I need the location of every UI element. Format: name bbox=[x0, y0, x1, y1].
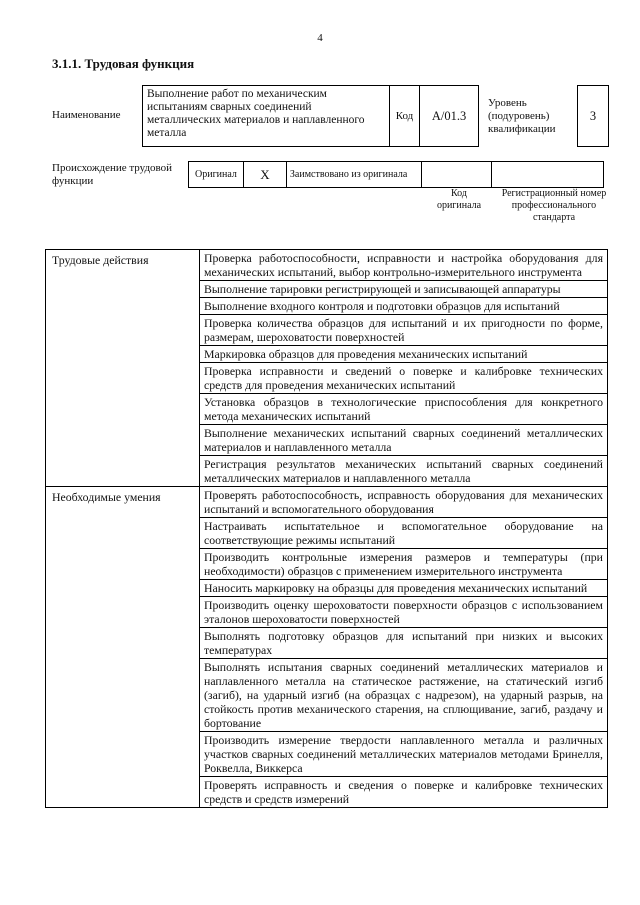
code-label-box bbox=[390, 85, 420, 147]
labor-action-item: Регистрация результатов механических испытаний сварных соединений металлических материалов и наплавленного металла bbox=[200, 456, 608, 487]
skill-item: Проверять работоспособность, исправность оборудования для механических испытаний и вспомогательного оборудования bbox=[200, 487, 608, 518]
original-mark-cell bbox=[243, 162, 286, 188]
original-label: Оригинал bbox=[195, 168, 237, 180]
table-row bbox=[46, 487, 608, 518]
code-value: A/01.3 bbox=[431, 109, 467, 123]
name-value-box bbox=[142, 85, 390, 147]
name-value: Выполнение работ по механическим испытаниям сварных соединений металлических материалов и наплавленного металла bbox=[147, 88, 365, 139]
skill-item: Выполнять подготовку образцов для испытаний при низких и высоких температурах bbox=[200, 628, 608, 659]
borrowed-label-cell bbox=[286, 162, 421, 188]
labor-actions-label-cell bbox=[46, 250, 200, 487]
labor-action-item: Проверка работоспособности, исправности и настройка оборудования для механических испытаний, выбор контрольно-измерительного инструмента bbox=[200, 250, 608, 281]
skill-item: Проверять исправность и сведения о поверке и калибровке технических средств и средств измерений bbox=[200, 777, 608, 808]
labor-action-item: Маркировка образцов для проведения механических испытаний bbox=[200, 346, 608, 363]
borrowed-label: Заимствовано из оригинала bbox=[289, 168, 408, 180]
labor-action-item: Проверка исправности и сведений о поверке и калибровке технических средств для проведения механических испытаний bbox=[200, 363, 608, 394]
level-value-box bbox=[577, 85, 609, 147]
labor-action-item: Установка образцов в технологические приспособления для конкретного метода механических испытаний bbox=[200, 394, 608, 425]
labor-actions-label: Трудовые действия bbox=[52, 253, 149, 267]
skills-label: Необходимые умения bbox=[52, 490, 161, 504]
skill-item: Наносить маркировку на образцы для проведения механических испытаний bbox=[200, 580, 608, 597]
labor-action-item: Выполнение механических испытаний сварных соединений металлических материалов и наплавленного металла bbox=[200, 425, 608, 456]
main-table bbox=[45, 249, 608, 808]
origin-label: Происхождение трудовой функции bbox=[52, 162, 173, 187]
code-original-cell bbox=[421, 162, 491, 188]
labor-action-item: Проверка количества образцов для испытаний и их пригодности по форме, размерам, шероховатости поверхностей bbox=[200, 315, 608, 346]
original-label-cell bbox=[189, 162, 244, 188]
reg-number-caption: Регистрационный номер профессионального стандарта bbox=[501, 188, 607, 223]
code-label: Код bbox=[395, 110, 414, 122]
code-value-box bbox=[420, 85, 479, 147]
reg-number-cell bbox=[491, 162, 603, 188]
skill-item: Производить измерение твердости наплавленного металла и различных участков сварных соединений металлических материалов методами Бринелля, Роквелла, Виккерса bbox=[200, 732, 608, 777]
skill-item: Выполнять испытания сварных соединений металлических материалов и наплавленного металла на статическое растяжение, на статический изгиб (загиб), на ударный изгиб (на образцах с надрезом), на ударный разрыв, на стойкость против механического старения, на сплющивание, загиб, раздачу и бортование bbox=[200, 659, 608, 732]
page-number: 4 bbox=[317, 32, 323, 44]
section-title: 3.1.1. Трудовая функция bbox=[52, 56, 195, 71]
labor-action-item: Выполнение тарировки регистрирующей и записывающей аппаратуры bbox=[200, 281, 608, 298]
labor-action-item: Выполнение входного контроля и подготовки образцов для испытаний bbox=[200, 298, 608, 315]
original-mark: X bbox=[260, 166, 270, 182]
skills-label-cell bbox=[46, 487, 200, 808]
code-original-caption: Код оригинала bbox=[436, 188, 482, 211]
name-label: Наименование bbox=[52, 109, 121, 121]
level-label: Уровень (подуровень) квалификации bbox=[488, 97, 556, 135]
level-value: 3 bbox=[589, 109, 597, 123]
table-row bbox=[46, 250, 608, 281]
skill-item: Производить оценку шероховатости поверхности образцов с использованием эталонов шероховатости поверхностей bbox=[200, 597, 608, 628]
origin-table bbox=[188, 161, 604, 188]
skill-item: Настраивать испытательное и вспомогательное оборудование на соответствующие режимы испытаний bbox=[200, 518, 608, 549]
skill-item: Производить контрольные измерения размеров и температуры (при необходимости) образцов с применением измерительного инструмента bbox=[200, 549, 608, 580]
